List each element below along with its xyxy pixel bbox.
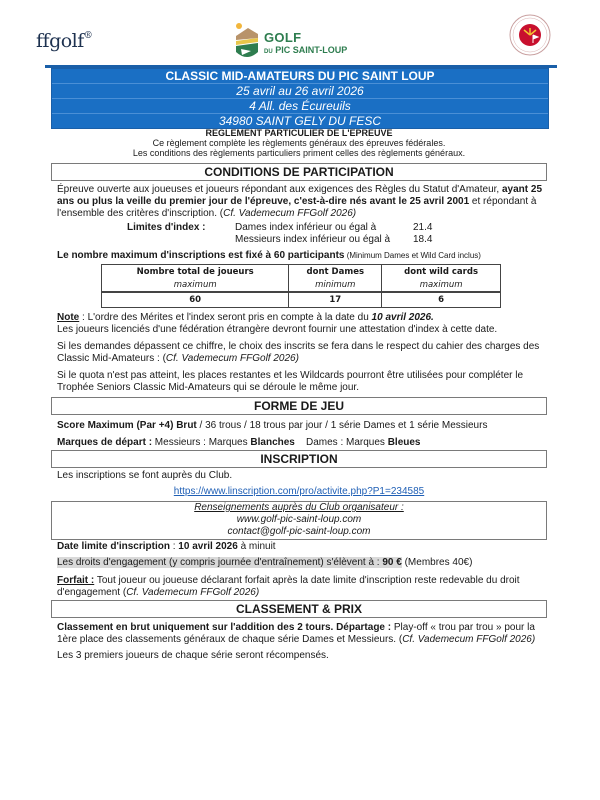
registered-mark-icon: ®: [83, 30, 93, 41]
classement-paragraph: Classement en brut uniquement sur l'addition des 2 tours. Départage : Play-off « trou par trou » pour la 1ère place des classements généraux de chaque série Dames et Messieurs. (Cf. Vademecum FFGolf 2026): [57, 622, 536, 645]
section-classement-heading: CLASSEMENT & PRIX: [51, 600, 547, 618]
reglement-line-2: Les conditions des règlements particuliers priment celles des règlements généraux.: [132, 148, 466, 158]
club-info-title: Renseignements auprès du Club organisateur :: [194, 502, 404, 513]
event-banner: [51, 68, 549, 129]
golf-pic-saint-loup-logo: [234, 22, 354, 60]
inscription-line: Les inscriptions se font auprès du Club.: [57, 470, 233, 481]
golf-club-landscape-logo-icon: [234, 22, 260, 60]
table-row: [102, 292, 501, 308]
participants-quota-table: [101, 264, 501, 308]
conditions-paragraph: Épreuve ouverte aux joueuses et joueurs répondant aux exigences des Règles du Statut d'Amateur, ayant 25 ans ou plus la veille du premier jour de l'épreuve, c'est-à-dire nés avant le 25 avril 2001 et répondant à l'ensemble des critères d'inscription. (Cf. Vademecum FFGolf 2026): [57, 184, 543, 219]
inscription-link-wrapper: [51, 486, 547, 498]
event-title: CLASSIC MID-AMATEURS DU PIC SAINT LOUP: [52, 69, 548, 84]
index-limits-label: Limites d'index :: [127, 222, 206, 233]
quota-paragraph: Si le quota n'est pas atteint, les places restantes et les Wildcards pourront être utilisées pour compléter le Trophée Seniors Classic Mid-Amateurs qui se déroule le même jour.: [57, 370, 524, 393]
demandes-paragraph: Si les demandes dépassent ce chiffre, le choix des inscrits se fera dans le respect du cahier des charges des Classic Mid-Amateurs : (Cf. Vademecum FFGolf 2026): [57, 341, 540, 364]
section-conditions-heading: CONDITIONS DE PARTICIPATION: [51, 163, 547, 181]
index-messieurs-label: Messieurs index inférieur ou égal à: [235, 234, 391, 245]
marques-line: Marques de départ : Messieurs : Marques Blanches Dames : Marques Bleues: [57, 437, 421, 448]
table-subheader-cell: maximum: [102, 279, 289, 292]
reglement-heading: REGLEMENT PARTICULIER DE L'EPREUVE: [205, 128, 393, 138]
index-dames-label: Dames index inférieur ou égal à: [235, 222, 377, 233]
table-header-cell: Nombre total de joueurs: [102, 265, 289, 280]
event-city: 34980 SAINT GELY DU FESC: [218, 114, 382, 128]
golf-logo-title: GOLF: [264, 30, 302, 45]
fee-highlight: Les droits d'engagement (y compris journée d'entraînement) s'élèvent à : 90 €: [57, 557, 402, 568]
max-participants-line: Le nombre maximum d'inscriptions est fixé à 60 participants (Minimum Dames et Wild Card inclus): [57, 250, 481, 261]
club-email[interactable]: contact@golf-pic-saint-loup.com: [227, 526, 371, 537]
forfait-paragraph: Forfait : Tout joueur ou joueuse déclarant forfait après la date limite d'inscription reste redevable du droit d'engagement (Cf. Vademecum FFGolf 2026): [57, 575, 520, 598]
golf-logo-subtitle: DU PIC SAINT-LOUP: [264, 45, 348, 55]
event-address: 4 All. des Écureuils: [52, 99, 548, 114]
table-subheader-cell: minimum: [289, 279, 382, 292]
club-info-box: [51, 501, 547, 540]
table-cell: 17: [289, 292, 382, 308]
fee-line: Les droits d'engagement (y compris journée d'entraînement) s'élèvent à : 90 € (Membres 40€): [57, 557, 473, 568]
table-cell: 6: [382, 292, 501, 308]
prizes-line: Les 3 premiers joueurs de chaque série seront récompensés.: [57, 650, 329, 661]
event-dates: 25 avril au 26 avril 2026: [52, 84, 548, 99]
table-header-cell: dont Dames: [289, 265, 382, 280]
score-line: Score Maximum (Par +4) Brut / 36 trous / 18 trous par jour / 1 série Dames et 1 série Messieurs: [57, 420, 488, 431]
ligue-regionale-golf-occitanie-seal-icon: [508, 13, 552, 57]
logo-header: [0, 0, 600, 66]
table-cell: 60: [102, 292, 289, 308]
table-subheader-cell: maximum: [382, 279, 501, 292]
deadline-line: Date limite d'inscription : 10 avril 2026 à minuit: [57, 541, 276, 552]
index-messieurs-value: 18.4: [413, 234, 433, 245]
index-dames-value: 21.4: [413, 222, 433, 233]
reglement-line-1: Ce règlement complète les règlements généraux des épreuves fédérales.: [152, 138, 446, 148]
note-paragraph: Note : L'ordre des Mérites et l'index seront pris en compte à la date du 10 avril 2026. Les joueurs licenciés d'une fédération étrangère devront fournir une attestation d'index à cette date.: [57, 312, 498, 335]
ffgolf-logo: ffgolf®: [36, 30, 93, 52]
section-forme-heading: FORME DE JEU: [51, 397, 547, 415]
table-header-row: [102, 265, 501, 280]
table-subheader-row: [102, 279, 501, 292]
club-website[interactable]: www.golf-pic-saint-loup.com: [236, 514, 362, 525]
inscription-link[interactable]: https://www.linscription.com/pro/activite.php?P1=234585: [173, 486, 425, 497]
section-inscription-heading: INSCRIPTION: [51, 450, 547, 468]
table-header-cell: dont wild cards: [382, 265, 501, 280]
